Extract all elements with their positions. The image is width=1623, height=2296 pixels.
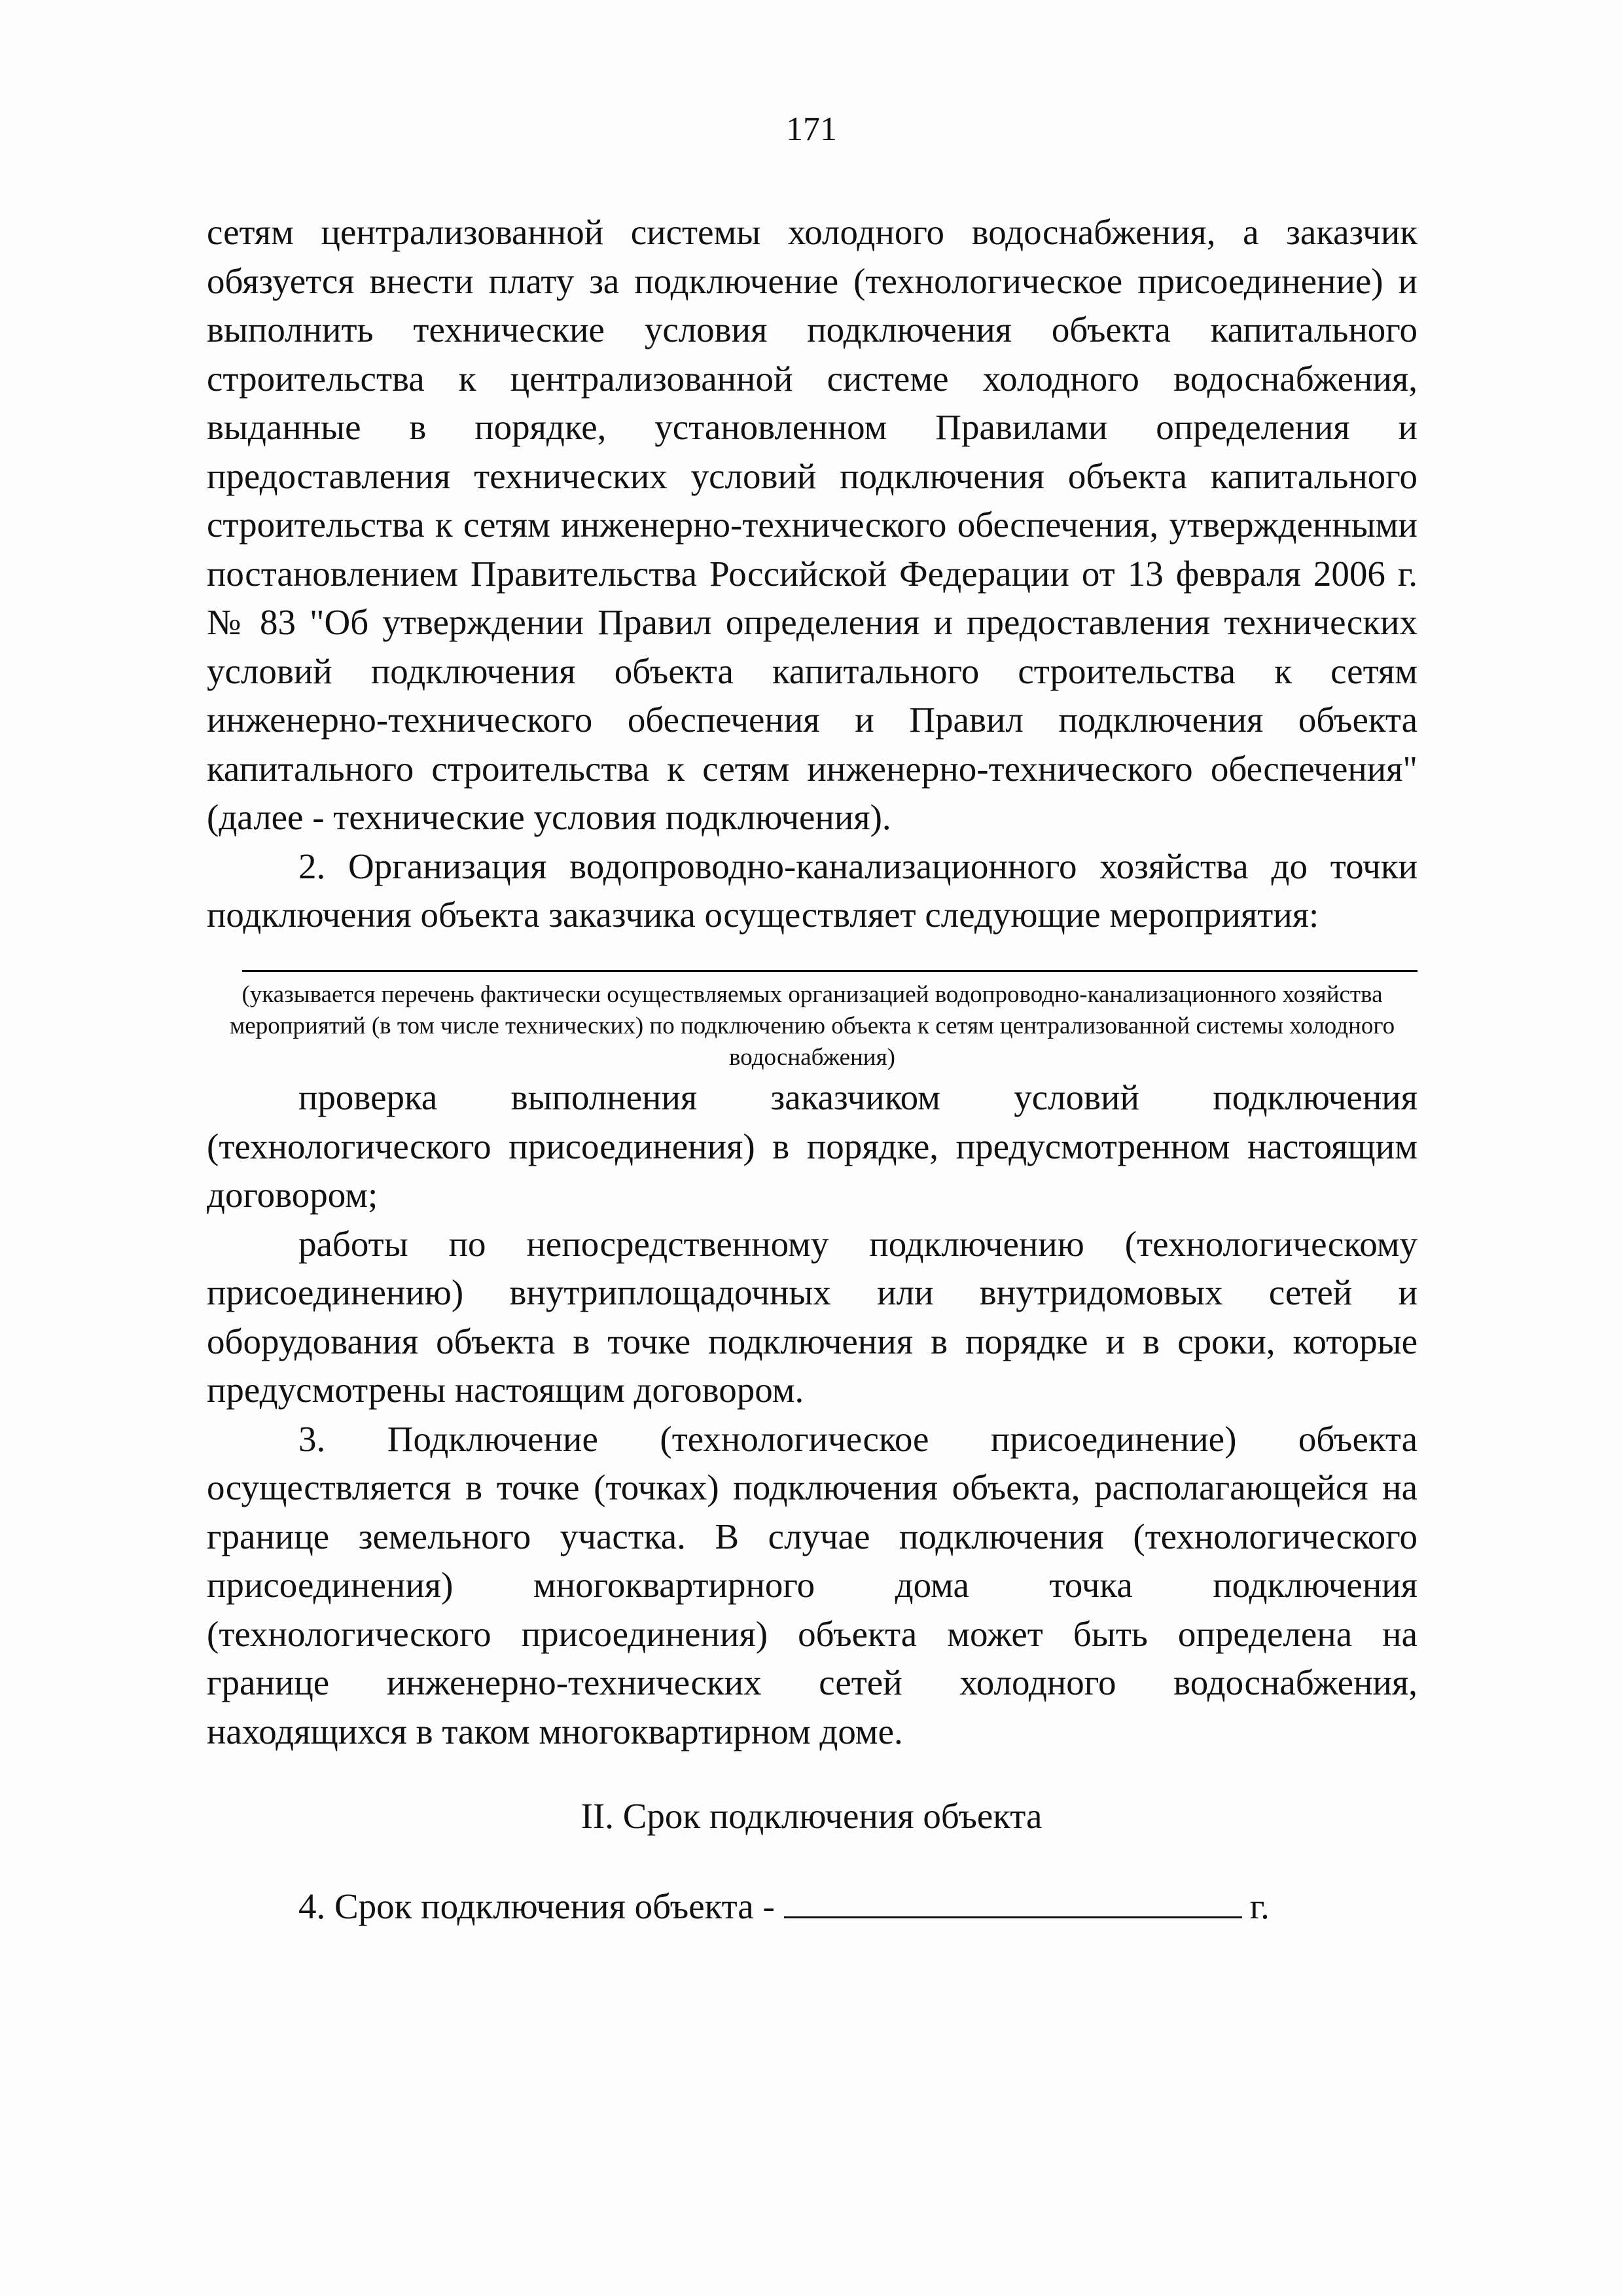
text-block-top <box>207 208 1418 940</box>
paragraph-1: сетям централизованной системы холодного водоснабжения, а заказчик обязуется внести плату за подключение (технологическое присоединение) и выполнить технические условия подключения объекта капитального строительства к централизованной системе холодного водоснабжения, выданные в порядке, установленном Правилами определения и предоставления технических условий подключения объекта капитального строительства к сетям инженерно-технического обеспечения, утвержденными постановлением Правительства Российской Федерации от 13 февраля 2006 г. № 83 "Об утверждении Правил определения и предоставления технических условий подключения объекта капитального строительства к сетям инженерно-технического обеспечения и Правил подключения объекта капитального строительства к сетям инженерно-технического обеспечения" (далее - технические условия подключения). <box>207 212 1418 837</box>
fill-in-line <box>242 970 1418 972</box>
measure-1: проверка выполнения заказчиком условий подключения (технологического присоединения) в порядке, предусмотренном настоящим договором; <box>207 1077 1418 1215</box>
measure-2: работы по непосредственному подключению (технологическому присоединению) внутриплощадочных или внутридомовых сетей и оборудования объекта в точке подключения в порядке и в сроки, которые предусмотрены настоящим договором. <box>207 1223 1418 1410</box>
page-number: 171 <box>786 111 837 148</box>
text-block-middle <box>207 1073 1418 1756</box>
term-suffix: г. <box>1249 1886 1270 1926</box>
term-line <box>298 1882 1270 1931</box>
term-blank-field[interactable] <box>784 1884 1242 1918</box>
paragraph-3: 3. Подключение (технологическое присоединение) объекта осуществляется в точке (точках) подключения объекта, располагающейся на границе земельного участка. В случае подключения (технологического присоединения) многоквартирного дома точка подключения (технологического присоединения) объекта может быть определена на границе инженерно-технических сетей холодного водоснабжения, находящихся в таком многоквартирном доме. <box>207 1418 1418 1751</box>
footnote-hint: (указывается перечень фактически осуществляемых организацией водопроводно-канализационного хозяйства мероприятий (в том числе технических) по подключению объекта к сетям централизованной системы холодного водоснабжения) <box>229 981 1395 1071</box>
section-heading: II. Срок подключения объекта <box>580 1796 1043 1836</box>
paragraph-2: 2. Организация водопроводно-канализационного хозяйства до точки подключения объекта заказчика осуществляет следующие мероприятия: <box>207 846 1418 935</box>
term-label: 4. Срок подключения объекта - <box>298 1886 775 1926</box>
